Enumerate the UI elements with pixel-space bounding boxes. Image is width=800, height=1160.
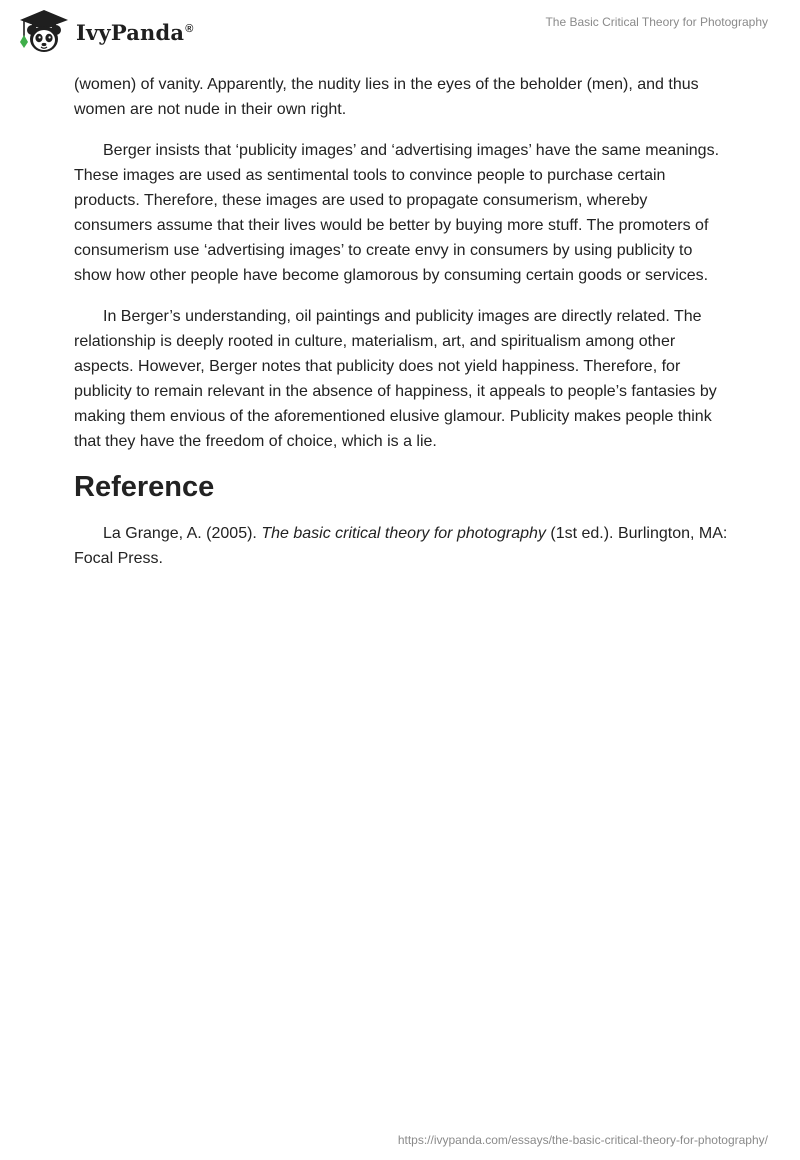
reference-publisher: (1st ed.). Burlington, MA: Focal Press. <box>74 525 728 567</box>
body-paragraph-3: In Berger’s understanding, oil paintings and publicity images are directly related. The relationship is deeply rooted in culture, materialism, art, and spiritualism among other aspects. However, Berger notes that publicity does not yield happiness. Therefore, for publicity to remain relevant in the absence of happiness, it appeals to people’s fantasies by making them envious of the aforementioned elusive glamour. Publicity makes people think that they have the freedom of choice, which is a lie. <box>74 308 717 450</box>
reference-heading: Reference <box>74 471 215 503</box>
logo-wordmark: IvyPanda® <box>76 19 194 45</box>
reference-authors: La Grange, A. (2005). <box>103 525 262 542</box>
body-paragraph-1: (women) of vanity. Apparently, the nudity lies in the eyes of the beholder (men), and thus women are not nude in their own right. <box>74 76 699 118</box>
essay-content <box>74 72 730 587</box>
reference-entry <box>74 521 730 571</box>
ivypanda-logo[interactable] <box>14 8 194 54</box>
registered-mark: ® <box>185 22 194 35</box>
footer-url-link[interactable]: https://ivypanda.com/essays/the-basic-critical-theory-for-photography/ <box>397 1133 768 1147</box>
document-title: The Basic Critical Theory for Photography <box>545 15 768 29</box>
panda-graduation-cap-icon <box>14 8 72 54</box>
reference-title: The basic critical theory for photography <box>261 525 546 542</box>
page-header <box>0 0 800 60</box>
body-paragraph-2: Berger insists that ‘publicity images’ and ‘advertising images’ have the same meanings. These images are used as sentimental tools to convince people to purchase certain products. Therefore, these images are used to propagate consumerism, whereby consumers assume that their lives would be better by buying more stuff. The promoters of consumerism use ‘advertising images’ to create envy in consumers by using publicity to show how other people have become glamorous by consuming certain goods or services. <box>74 142 720 284</box>
